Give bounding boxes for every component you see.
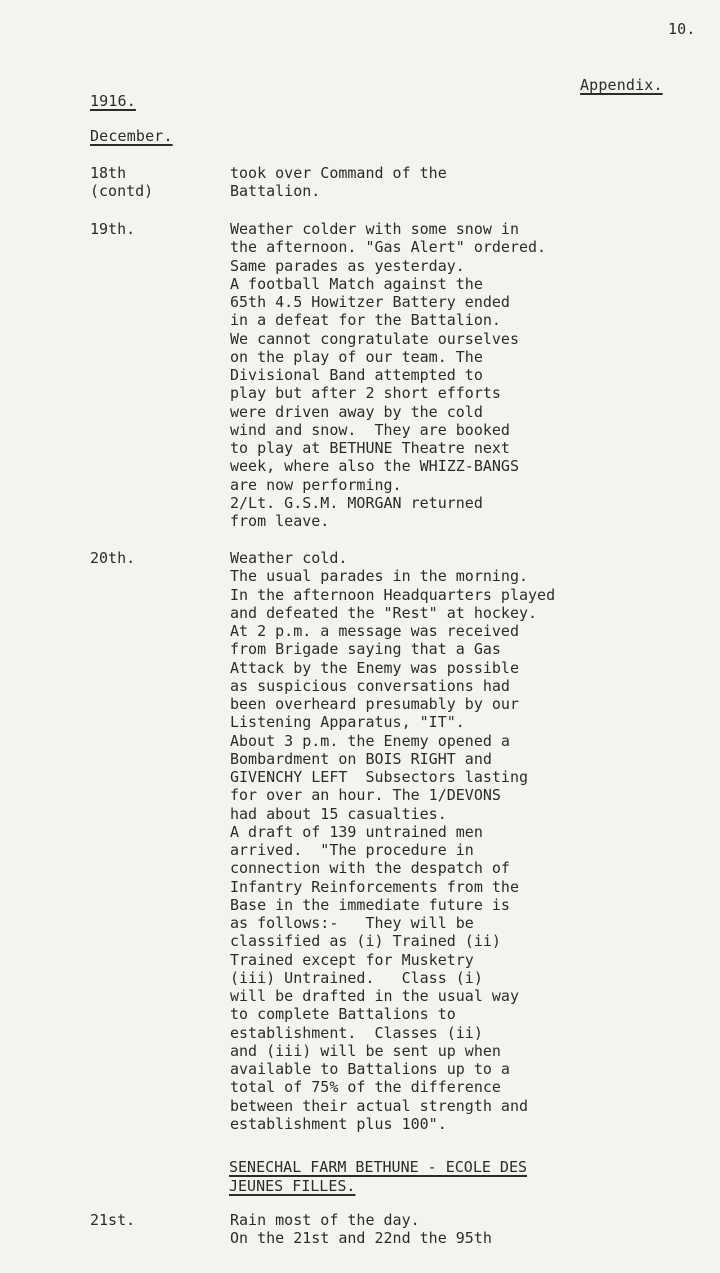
entry-line: Weather cold. [230,549,348,567]
entry-line: been overheard presumably by our [230,695,519,713]
entry-line: Bombardment on BOIS RIGHT and [230,749,492,768]
entry-line: from Brigade saying that a Gas [230,640,501,659]
entry-body [230,549,555,1133]
entry-line: between their actual strength and [230,1096,529,1115]
entry-line: Rain most of the day. [230,1211,420,1229]
entry-line: Listening Apparatus, "IT". [230,713,465,732]
entry-line: Trained except for Musketry [230,950,474,969]
entry-line: week, where also the WHIZZ-BANGS [230,457,519,476]
entry-line: classified as (i) Trained (ii) [230,932,501,951]
entry-line: At 2 p.m. a message was received [230,622,519,640]
entry-line: Divisional Band attempted to [230,366,483,384]
year-heading: 1916. [90,92,136,110]
entry-line: and defeated the "Rest" at hockey. [230,603,538,622]
entry-line: will be drafted in the usual way [230,987,519,1005]
month-heading: December. [90,127,173,145]
entry-line: Same parades as yesterday. [230,256,465,275]
entry-line: as follows:- They will be [230,914,474,932]
entry-line: are now performing. [230,475,402,494]
entry-line: A football Match against the [230,274,483,293]
entry-line: About 3 p.m. the Enemy opened a [230,731,510,750]
location-heading-line: JEUNES FILLES. [229,1176,356,1195]
entry-line: We cannot congratulate ourselves [230,329,519,348]
entry-body [230,1211,492,1248]
entry-line: In the afternoon Headquarters played [230,585,556,604]
entry-line: wind and snow. They are booked [230,420,510,439]
entry-line: Weather colder with some snow in [230,220,519,238]
entry-line: on the play of our team. The [230,347,483,366]
location-heading [229,1158,527,1195]
entry-line: total of 75% of the difference [230,1078,501,1097]
entry-line: connection with the despatch of [230,859,510,878]
entry-line: (iii) Untrained. Class (i) [230,968,483,987]
appendix-label: Appendix. [580,76,663,94]
entry-line: On the 21st and 22nd the 95th [230,1229,492,1248]
entry-body [230,220,546,530]
entry-line: play but after 2 short efforts [230,384,501,403]
entry-date: 20th. [90,549,136,567]
entry-line: available to Battalions up to a [230,1060,510,1078]
entry-date: 19th. [90,220,136,238]
entry-date: 18th (contd) [90,164,154,201]
entry-line: arrived. "The procedure in [230,841,474,859]
entry-line: establishment plus 100". [230,1114,447,1133]
entry-line: The usual parades in the morning. [230,567,529,586]
entry-line: from leave. [230,512,330,530]
entry-line: were driven away by the cold [230,402,483,421]
entry-line: for over an hour. The 1/DEVONS [230,786,501,805]
entry-line: the afternoon. "Gas Alert" ordered. [230,238,547,257]
entry-line: GIVENCHY LEFT Subsectors lasting [230,768,529,786]
entry-line: in a defeat for the Battalion. [230,311,501,330]
entry-line: had about 15 casualties. [230,804,447,823]
page-number: 10. [668,20,696,38]
entry-line: to complete Battalions to [230,1005,456,1024]
entry-line: A draft of 139 untrained men [230,822,483,841]
entry-line: and (iii) will be sent up when [230,1041,501,1060]
entry-line: Infantry Reinforcements from the [230,877,519,896]
entry-line: to play at BETHUNE Theatre next [230,439,510,457]
entry-line: Attack by the Enemy was possible [230,658,519,677]
entry-line: establishment. Classes (ii) [230,1023,483,1042]
entry-date: 21st. [90,1211,136,1229]
entry-line: 65th 4.5 Howitzer Battery ended [230,293,510,311]
entry-line: Base in the immediate future is [230,895,510,914]
entry-line: Battalion. [230,182,321,201]
entry-line: 2/Lt. G.S.M. MORGAN returned [230,493,483,512]
location-heading-line: SENECHAL FARM BETHUNE - ECOLE DES [229,1158,528,1176]
entry-line: as suspicious conversations had [230,676,510,695]
entry-body [230,164,447,201]
entry-line: took over Command of the [230,164,447,182]
